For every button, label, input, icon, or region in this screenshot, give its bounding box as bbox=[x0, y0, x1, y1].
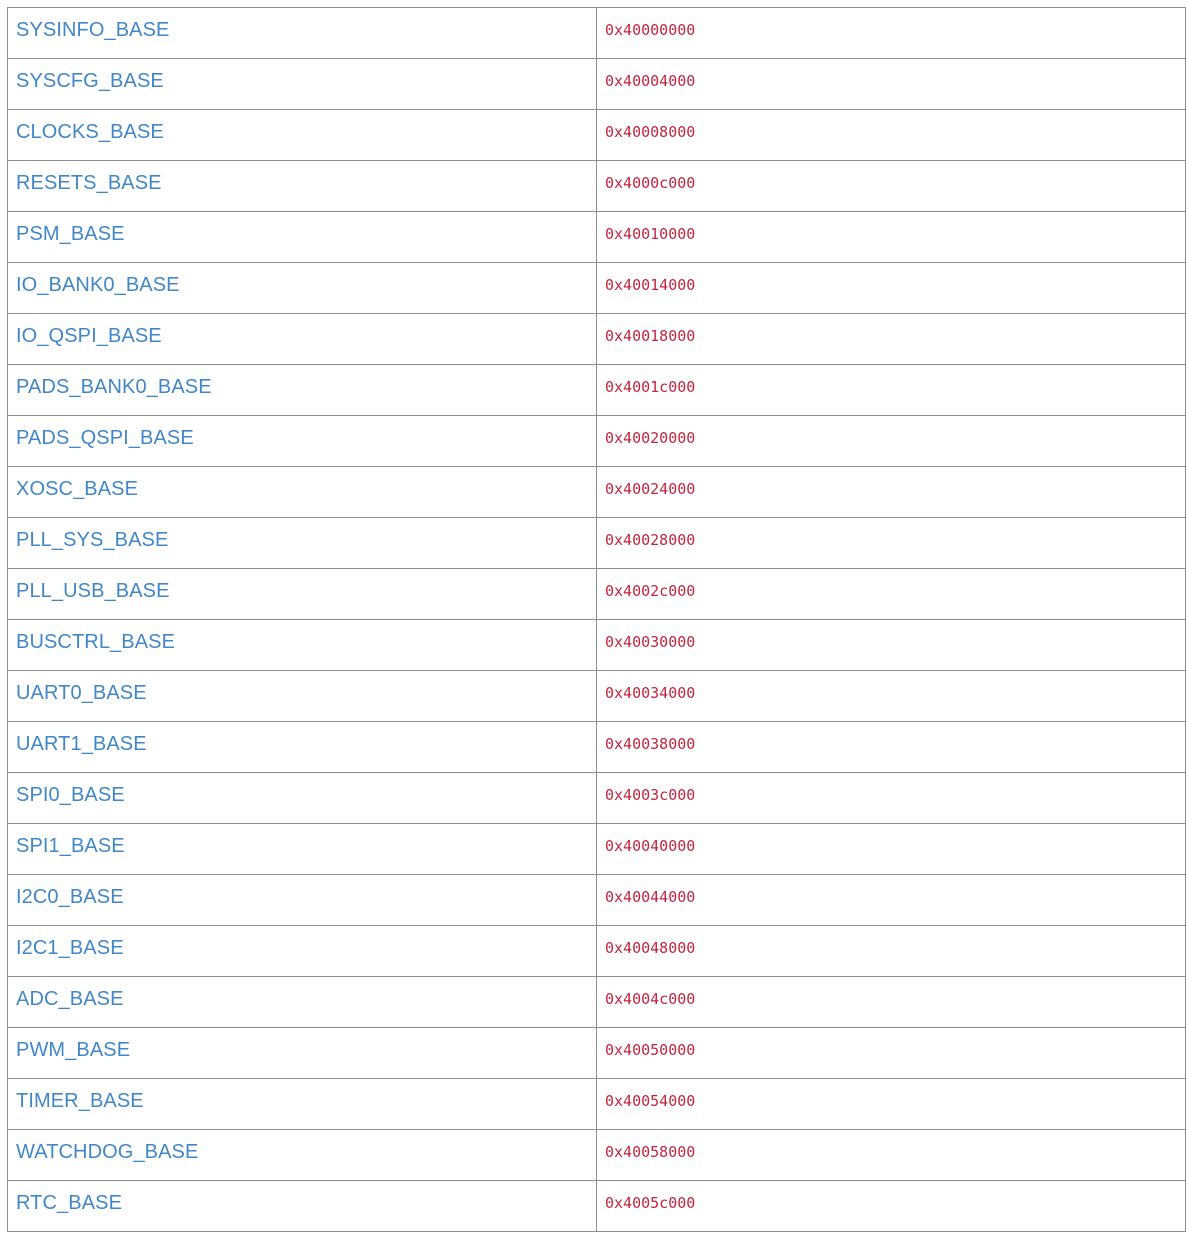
register-address-value: 0x4005c000 bbox=[605, 1193, 696, 1212]
table-row bbox=[8, 212, 1186, 263]
register-name-link[interactable]: SYSCFG_BASE bbox=[16, 69, 164, 92]
table-row bbox=[8, 1028, 1186, 1079]
register-address-value: 0x40030000 bbox=[605, 632, 696, 651]
register-address-cell bbox=[597, 722, 1186, 773]
register-address-value: 0x40020000 bbox=[605, 428, 696, 447]
register-address-cell bbox=[597, 620, 1186, 671]
register-address-value: 0x40034000 bbox=[605, 683, 696, 702]
register-name-cell bbox=[8, 263, 597, 314]
register-name-link[interactable]: IO_QSPI_BASE bbox=[16, 324, 162, 347]
register-address-value: 0x4003c000 bbox=[605, 785, 696, 804]
register-address-cell bbox=[597, 59, 1186, 110]
register-name-link[interactable]: I2C0_BASE bbox=[16, 885, 124, 908]
register-name-cell bbox=[8, 212, 597, 263]
register-address-cell bbox=[597, 671, 1186, 722]
register-address-value: 0x4004c000 bbox=[605, 989, 696, 1008]
register-name-cell bbox=[8, 569, 597, 620]
register-address-cell bbox=[597, 467, 1186, 518]
register-address-cell bbox=[597, 1028, 1186, 1079]
register-address-value: 0x40048000 bbox=[605, 938, 696, 957]
table-row bbox=[8, 263, 1186, 314]
register-name-cell bbox=[8, 824, 597, 875]
register-name-cell bbox=[8, 671, 597, 722]
table-row bbox=[8, 1079, 1186, 1130]
register-table-body bbox=[8, 8, 1186, 1232]
register-name-link[interactable]: IO_BANK0_BASE bbox=[16, 273, 180, 296]
table-row bbox=[8, 59, 1186, 110]
register-address-cell bbox=[597, 110, 1186, 161]
register-address-value: 0x40008000 bbox=[605, 122, 696, 141]
register-address-cell bbox=[597, 1130, 1186, 1181]
table-row bbox=[8, 569, 1186, 620]
register-name-link[interactable]: I2C1_BASE bbox=[16, 936, 124, 959]
register-name-cell bbox=[8, 1079, 597, 1130]
register-name-link[interactable]: PLL_SYS_BASE bbox=[16, 528, 169, 551]
register-address-cell bbox=[597, 518, 1186, 569]
register-address-cell bbox=[597, 926, 1186, 977]
register-name-link[interactable]: UART1_BASE bbox=[16, 732, 147, 755]
register-name-link[interactable]: RTC_BASE bbox=[16, 1191, 123, 1214]
register-address-value: 0x40058000 bbox=[605, 1142, 696, 1161]
table-row bbox=[8, 824, 1186, 875]
register-address-value: 0x4000c000 bbox=[605, 173, 696, 192]
register-address-value: 0x40054000 bbox=[605, 1091, 696, 1110]
register-name-cell bbox=[8, 1181, 597, 1232]
table-row bbox=[8, 671, 1186, 722]
register-name-link[interactable]: CLOCKS_BASE bbox=[16, 120, 164, 143]
register-name-link[interactable]: BUSCTRL_BASE bbox=[16, 630, 176, 653]
table-row bbox=[8, 416, 1186, 467]
register-address-cell bbox=[597, 314, 1186, 365]
register-address-cell bbox=[597, 824, 1186, 875]
register-name-link[interactable]: RESETS_BASE bbox=[16, 171, 162, 194]
register-address-value: 0x40014000 bbox=[605, 275, 696, 294]
register-name-cell bbox=[8, 59, 597, 110]
register-address-cell bbox=[597, 416, 1186, 467]
register-name-link[interactable]: TIMER_BASE bbox=[16, 1089, 144, 1112]
register-name-link[interactable]: UART0_BASE bbox=[16, 681, 147, 704]
register-name-cell bbox=[8, 875, 597, 926]
register-name-cell bbox=[8, 1130, 597, 1181]
register-address-cell bbox=[597, 161, 1186, 212]
table-row bbox=[8, 1130, 1186, 1181]
register-address-cell bbox=[597, 1181, 1186, 1232]
register-address-cell bbox=[597, 212, 1186, 263]
table-row bbox=[8, 875, 1186, 926]
register-name-link[interactable]: PWM_BASE bbox=[16, 1038, 131, 1061]
table-row bbox=[8, 518, 1186, 569]
table-row bbox=[8, 1181, 1186, 1232]
register-name-cell bbox=[8, 926, 597, 977]
table-row bbox=[8, 722, 1186, 773]
register-address-value: 0x4001c000 bbox=[605, 377, 696, 396]
register-name-cell bbox=[8, 110, 597, 161]
table-row bbox=[8, 314, 1186, 365]
register-address-value: 0x40024000 bbox=[605, 479, 696, 498]
register-address-value: 0x4002c000 bbox=[605, 581, 696, 600]
register-name-cell bbox=[8, 1028, 597, 1079]
register-name-cell bbox=[8, 467, 597, 518]
register-address-value: 0x40000000 bbox=[605, 20, 696, 39]
register-name-cell bbox=[8, 161, 597, 212]
register-name-link[interactable]: ADC_BASE bbox=[16, 987, 124, 1010]
register-address-value: 0x40040000 bbox=[605, 836, 696, 855]
register-address-cell bbox=[597, 263, 1186, 314]
register-address-value: 0x40018000 bbox=[605, 326, 696, 345]
register-address-cell bbox=[597, 977, 1186, 1028]
register-address-cell bbox=[597, 569, 1186, 620]
register-address-cell bbox=[597, 1079, 1186, 1130]
register-address-value: 0x40004000 bbox=[605, 71, 696, 90]
register-name-link[interactable]: PADS_BANK0_BASE bbox=[16, 375, 212, 398]
register-address-value: 0x40038000 bbox=[605, 734, 696, 753]
register-address-cell bbox=[597, 8, 1186, 59]
register-name-cell bbox=[8, 977, 597, 1028]
register-name-cell bbox=[8, 722, 597, 773]
register-address-value: 0x40010000 bbox=[605, 224, 696, 243]
register-name-link[interactable]: PSM_BASE bbox=[16, 222, 125, 245]
table-row bbox=[8, 926, 1186, 977]
register-address-value: 0x40028000 bbox=[605, 530, 696, 549]
register-name-cell bbox=[8, 518, 597, 569]
register-name-cell bbox=[8, 620, 597, 671]
register-address-value: 0x40044000 bbox=[605, 887, 696, 906]
register-address-cell bbox=[597, 365, 1186, 416]
register-name-link[interactable]: SPI0_BASE bbox=[16, 783, 125, 806]
register-name-cell bbox=[8, 8, 597, 59]
table-row bbox=[8, 8, 1186, 59]
register-address-value: 0x40050000 bbox=[605, 1040, 696, 1059]
register-address-cell bbox=[597, 773, 1186, 824]
table-row bbox=[8, 161, 1186, 212]
register-base-table bbox=[7, 7, 1186, 1232]
register-name-link[interactable]: PLL_USB_BASE bbox=[16, 579, 170, 602]
register-name-cell bbox=[8, 773, 597, 824]
register-address-cell bbox=[597, 875, 1186, 926]
register-name-cell bbox=[8, 314, 597, 365]
table-row bbox=[8, 773, 1186, 824]
table-row bbox=[8, 620, 1186, 671]
register-name-link[interactable]: XOSC_BASE bbox=[16, 477, 139, 500]
table-row bbox=[8, 467, 1186, 518]
table-row bbox=[8, 110, 1186, 161]
register-name-cell bbox=[8, 365, 597, 416]
register-name-cell bbox=[8, 416, 597, 467]
table-row bbox=[8, 365, 1186, 416]
register-name-link[interactable]: SYSINFO_BASE bbox=[16, 18, 170, 41]
register-name-link[interactable]: WATCHDOG_BASE bbox=[16, 1140, 199, 1163]
register-name-link[interactable]: SPI1_BASE bbox=[16, 834, 125, 857]
table-row bbox=[8, 977, 1186, 1028]
register-name-link[interactable]: PADS_QSPI_BASE bbox=[16, 426, 194, 449]
